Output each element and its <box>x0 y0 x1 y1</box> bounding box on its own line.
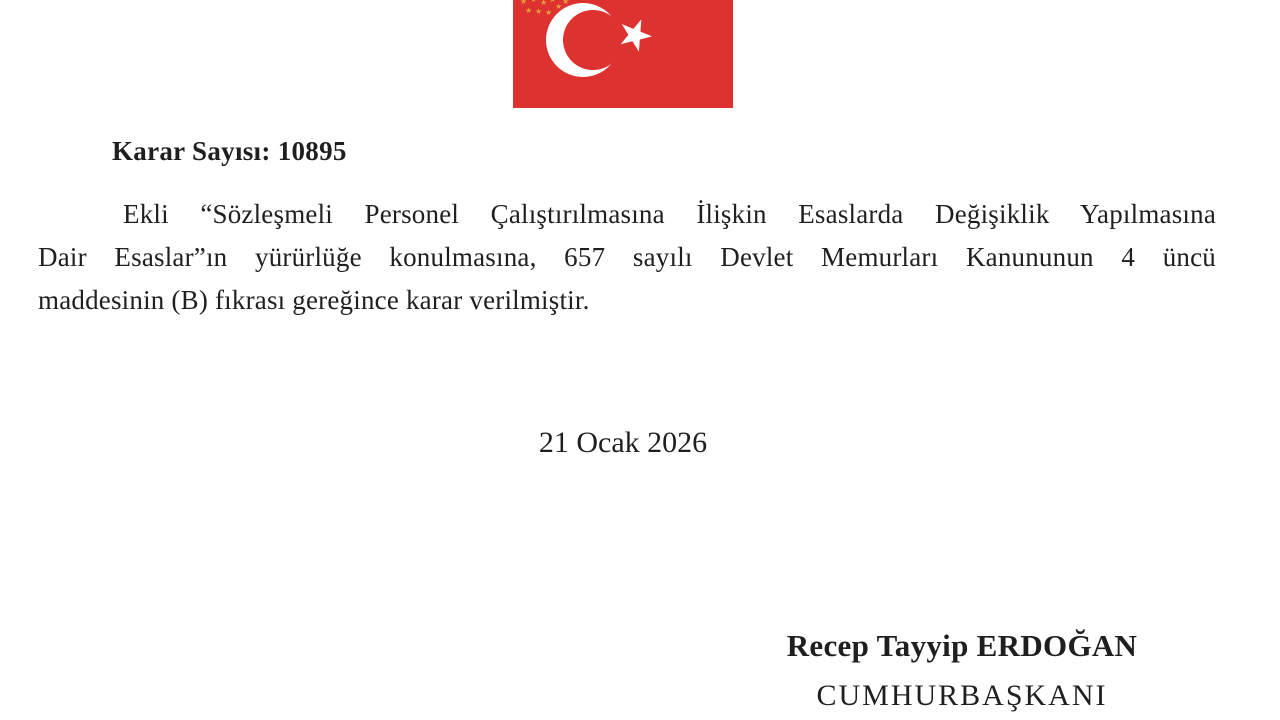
seal-star-icon <box>530 0 538 4</box>
signature-title: CUMHURBAŞKANI <box>816 679 1108 712</box>
decree-date: 21 Ocak 2026 <box>538 426 708 459</box>
decree-paragraph-line: Dair Esaslar”ın yürürlüğe konulmasına, 657 sayılı Devlet Memurları Kanununun 4 üncü <box>38 242 1216 272</box>
signature-block <box>742 628 1182 713</box>
seal-star-icon <box>535 8 543 16</box>
decision-number: Karar Sayısı: 10895 <box>112 136 347 166</box>
decree-paragraph-line: maddesinin (B) fıkrası gereğince karar verilmiştir. <box>38 285 590 315</box>
signature-name: Recep Tayyip ERDOĞAN <box>786 628 1138 663</box>
seal-star-icon <box>545 9 553 17</box>
seal-star-icon <box>525 7 533 15</box>
decree-paragraph-line: Ekli “Sözleşmeli Personel Çalıştırılmasına İlişkin Esaslarda Değişiklik Yapılmasına <box>123 199 1216 229</box>
decree-paragraph <box>38 193 1216 322</box>
seal-star-icon <box>540 0 548 7</box>
turkish-flag <box>513 0 733 108</box>
crescent-cutout <box>563 10 623 70</box>
